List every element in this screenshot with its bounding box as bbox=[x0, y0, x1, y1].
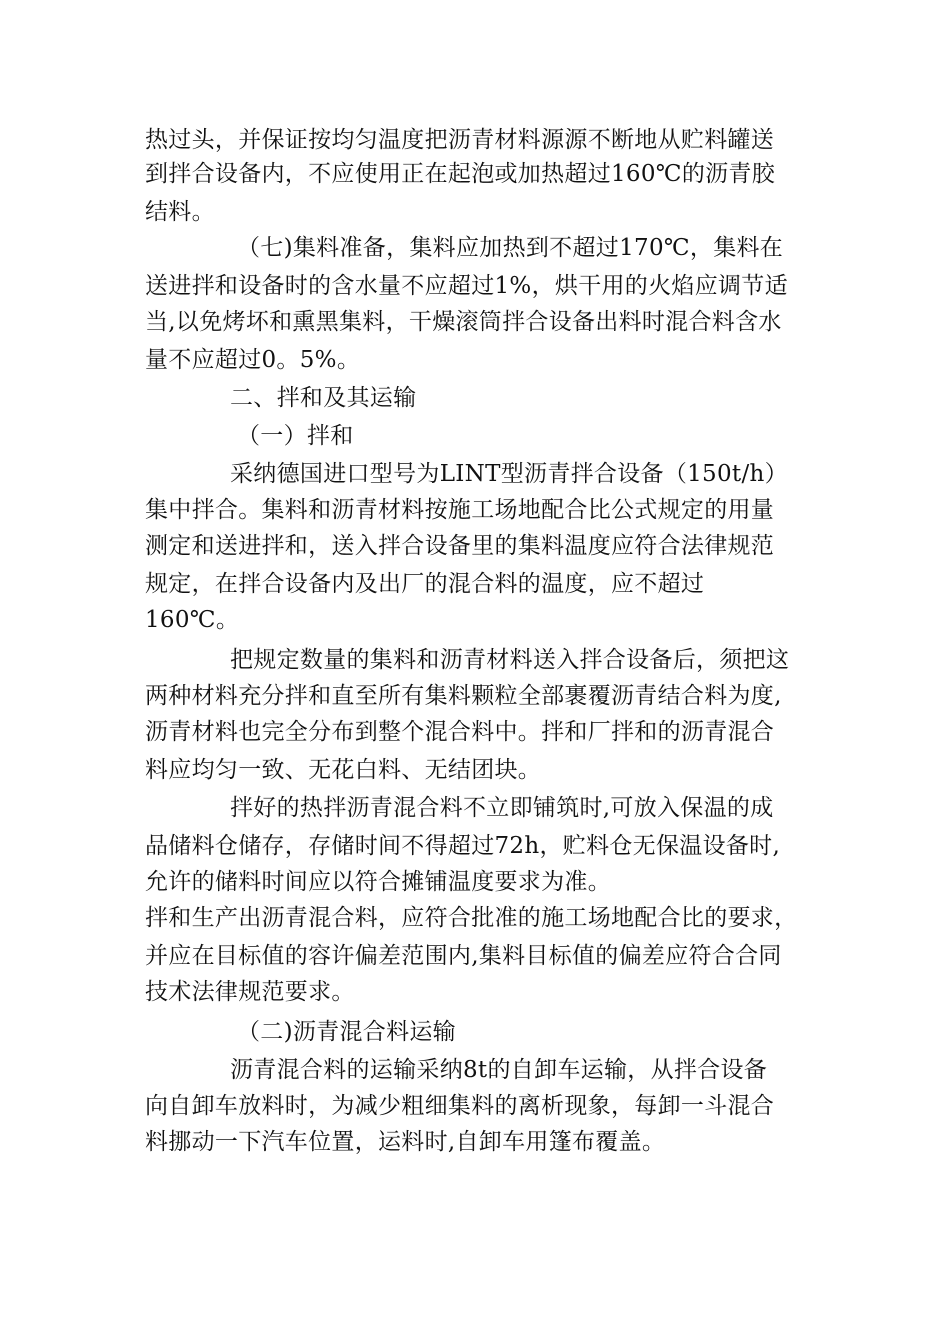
text-line: 两种材料充分拌和直至所有集料颗粒全部裹覆沥青结合料为度, bbox=[145, 683, 782, 709]
text-line: 结料。 bbox=[145, 199, 215, 225]
text-line: 采纳德国进口型号为LINT型沥青拌合设备（150t/h） bbox=[230, 461, 788, 487]
text-line: 把规定数量的集料和沥青材料送入拌合设备后，须把这 bbox=[230, 647, 790, 673]
text-line: 量不应超过0。5%。 bbox=[145, 347, 361, 373]
text-line: 向自卸车放料时，为减少粗细集料的离析现象，每卸一斗混合 bbox=[145, 1093, 775, 1119]
text-line: 品储料仓储存，存储时间不得超过72h，贮料仓无保温设备时, bbox=[145, 833, 781, 859]
text-line: 拌好的热拌沥青混合料不立即铺筑时,可放入保温的成 bbox=[230, 795, 774, 821]
section-heading: （一）拌和 bbox=[237, 423, 354, 449]
text-line: 技术法律规范要求。 bbox=[145, 979, 355, 1005]
text-line: 热过头，并保证按均匀温度把沥青材料源源不断地从贮料罐送 bbox=[145, 127, 775, 153]
text-line: 测定和送进拌和，送入拌合设备里的集料温度应符合法律规范 bbox=[145, 533, 775, 559]
text-line: 沥青材料也完全分布到整个混合料中。拌和厂拌和的沥青混合 bbox=[145, 719, 775, 745]
section-heading: （七)集料准备，集料应加热到不超过170℃，集料在 bbox=[237, 235, 784, 261]
text-line: 料应均匀一致、无花白料、无结团块。 bbox=[145, 757, 542, 783]
chapter-heading: 二、拌和及其运输 bbox=[230, 385, 417, 411]
text-line: 料挪动一下汽车位置，运料时,自卸车用篷布覆盖。 bbox=[145, 1129, 666, 1155]
text-line: 送进拌和设备时的含水量不应超过1%，烘干用的火焰应调节适 bbox=[145, 273, 788, 299]
text-line: 160℃。 bbox=[145, 607, 240, 633]
text-line: 到拌合设备内，不应使用正在起泡或加热超过160℃的沥青胶 bbox=[145, 161, 776, 187]
text-line: 当,以免烤坏和熏黑集料，干燥滚筒拌合设备出料时混合料含水 bbox=[145, 309, 782, 335]
text-line: 沥青混合料的运输采纳8t的自卸车运输，从拌合设备 bbox=[230, 1057, 768, 1083]
section-heading: （二)沥青混合料运输 bbox=[237, 1019, 456, 1045]
text-line: 允许的储料时间应以符合摊铺温度要求为准。 bbox=[145, 869, 611, 895]
text-line: 并应在目标值的容许偏差范围内,集料目标值的偏差应符合合同 bbox=[145, 943, 782, 969]
text-line: 规定，在拌合设备内及出厂的混合料的温度，应不超过 bbox=[145, 571, 705, 597]
text-line: 拌和生产出沥青混合料，应符合批准的施工场地配合比的要求， bbox=[145, 905, 798, 931]
text-line: 集中拌合。集料和沥青材料按施工场地配合比公式规定的用量 bbox=[145, 497, 775, 523]
